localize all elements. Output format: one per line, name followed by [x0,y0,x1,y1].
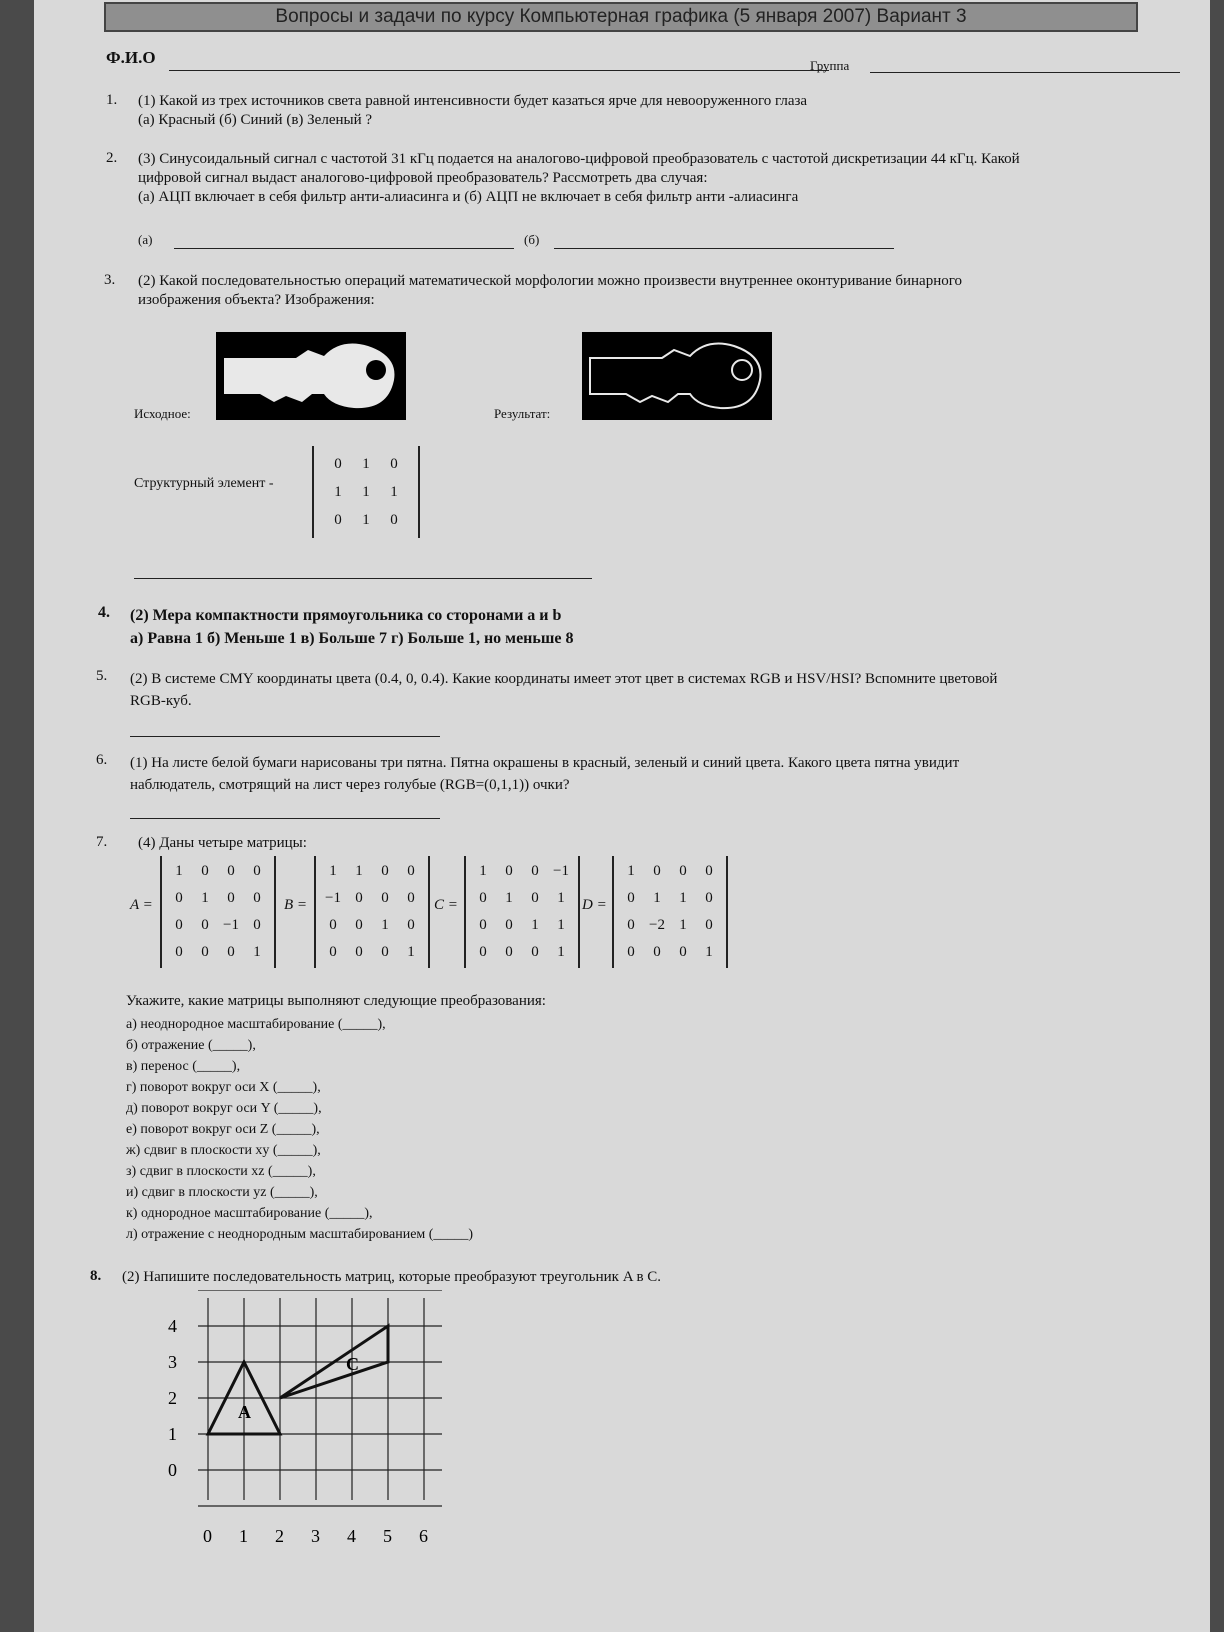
matrix-cell: 0 [253,917,261,933]
matrix-cell: 0 [679,944,687,960]
triangle-a-label: A [238,1402,251,1422]
q4-line2: a) Равна 1 б) Меньше 1 в) Больше 7 г) Больше 1, но меньше 8 [130,630,574,647]
matrix-cell: 1 [253,944,261,960]
matrix-cell: 1 [479,863,487,879]
matrix-cell: −1 [223,917,239,933]
exam-sheet [34,0,1210,1632]
matrix-cell: 0 [253,863,261,879]
y-tick-label: 0 [168,1460,177,1480]
q8-number: 8. [90,1268,102,1284]
key-result-image [582,332,772,420]
q4-text [130,604,573,650]
matrix-cell: 1 [505,890,513,906]
matrix-3 [464,856,580,968]
group-field[interactable] [870,72,1180,73]
x-tick-label: 6 [419,1526,428,1546]
matrix-cell: 0 [479,890,487,906]
transform-option[interactable]: д) поворот вокруг оси Y (_____), [126,1101,322,1116]
x-tick-label: 2 [275,1526,284,1546]
y-tick-label: 2 [168,1388,177,1408]
x-tick-label: 4 [347,1526,356,1546]
matrix-cell: 0 [531,863,539,879]
matrix-cell: 1 [390,483,398,500]
q2-line3: (а) АЦП включает в себя фильтр анти-алиасинга и (б) АЦП не включает в себя фильтр анти -алиасинга [138,189,799,205]
q5-line2: RGB-куб. [130,693,192,709]
matrix-cell: 1 [407,944,415,960]
transform-option[interactable]: л) отражение с неоднородным масштабированием (_____) [126,1227,474,1242]
matrix-cell: 1 [557,917,565,933]
q5-line1: (2) В системе CMY координаты цвета (0.4, 0, 0.4). Какие координаты имеет этот цвет в системах RGB и HSV/HSI? Вспомните цветовой [130,671,998,687]
x-tick-label: 1 [239,1526,248,1546]
matrix-cell: 1 [362,455,370,472]
matrix-cell: 0 [355,890,363,906]
matrix-cell: −1 [553,863,569,879]
matrix-cell: 0 [201,917,209,933]
transform-option[interactable]: б) отражение (_____), [126,1038,256,1053]
transform-option[interactable]: к) однородное масштабирование (_____), [126,1206,373,1221]
matrix-label: C = [434,897,458,913]
matrix-cell: 1 [362,511,370,528]
matrix-cell: 0 [227,890,235,906]
struct-element-matrix [312,446,420,538]
matrix-cell: 0 [329,944,337,960]
group-label: Группа [810,58,850,73]
matrix-cell: 0 [390,511,398,528]
matrix-cell: 1 [381,917,389,933]
y-tick-label: 1 [168,1424,177,1444]
matrix-cell: 0 [381,944,389,960]
matrix-cell: 0 [407,863,415,879]
matrix-cell: 0 [381,863,389,879]
fio-field[interactable] [169,70,829,71]
matrix-cell: 1 [679,890,687,906]
q2-text [138,150,1178,207]
matrix-cell: 0 [227,944,235,960]
y-tick-label: 3 [168,1352,177,1372]
matrix-cell: 1 [175,863,183,879]
matrix-cell: 0 [407,890,415,906]
matrix-cell: −2 [649,917,665,933]
q6-text [130,752,1180,796]
matrix-cell: 0 [175,944,183,960]
q3-number: 3. [104,272,116,288]
q4-number: 4. [98,604,110,621]
matrix-cell: 1 [653,890,661,906]
matrix-cell: 1 [705,944,713,960]
matrix-cell: 0 [407,917,415,933]
key-source-image [216,332,406,420]
triangle-c-label: C [346,1354,359,1374]
transform-option[interactable]: в) перенос (_____), [126,1059,241,1074]
q2-line1: (3) Синусоидальный сигнал с частотой 31 кГц подается на аналогово-цифровой преобразователь с частотой дискретизации 44 кГц. Какой [138,151,1020,167]
matrix-cell: 0 [531,890,539,906]
triangle-grid-plot [154,1290,484,1560]
matrix-cell: 0 [505,944,513,960]
matrix-cell: 0 [355,944,363,960]
matrix-cell: 1 [329,863,337,879]
matrix-cell: 1 [355,863,363,879]
matrix-cell: 0 [479,944,487,960]
matrix-cell: 0 [201,863,209,879]
q5-text [130,668,1180,712]
matrix-cell: 0 [653,944,661,960]
matrix-cell: 0 [627,944,635,960]
matrix-cell: 1 [679,917,687,933]
q3-line1: (2) Какой последовательностью операций математической морфологии можно произвести внутреннее оконтуривание бинарного [138,273,963,289]
matrix-cell: 0 [227,863,235,879]
matrix-cell: 1 [334,483,342,500]
matrix-cell: 0 [253,890,261,906]
matrix-label: A = [130,897,153,913]
matrix-cell: 0 [505,917,513,933]
transform-option[interactable]: з) сдвиг в плоскости xz (_____), [126,1164,316,1179]
matrix-cell: 0 [381,890,389,906]
q3-answer[interactable] [134,578,592,579]
matrix-cell: 0 [531,944,539,960]
matrix-cell: 0 [627,890,635,906]
q3-result-label: Результат: [494,406,551,421]
q2-b-label: (б) [524,232,540,247]
matrix-label: D = [582,897,607,913]
matrix-cell: 0 [175,890,183,906]
q1-line1: (1) Какой из трех источников света равной интенсивности будет казаться ярче для невооруженного глаза [138,93,808,109]
q7-prompt: Укажите, какие матрицы выполняют следующие преобразования: [126,993,546,1009]
q7-options [126,1014,473,1245]
matrix-cell: 0 [627,917,635,933]
matrix-cell: 0 [201,944,209,960]
q7-number: 7. [96,834,108,850]
q8-text: (2) Напишите последовательность матриц, которые преобразуют треугольник A в C. [122,1269,662,1285]
x-tick-label: 5 [383,1526,392,1546]
fio-label: Ф.И.О [106,48,156,67]
matrix-cell: 1 [557,890,565,906]
q2-line2: цифровой сигнал выдаст аналогово-цифровой преобразователь? Рассмотреть два случая: [138,170,708,186]
q1-line2: (а) Красный (б) Синий (в) Зеленый ? [138,112,373,128]
q6-number: 6. [96,752,108,768]
transform-option[interactable]: ж) сдвиг в плоскости xy (_____), [126,1143,321,1158]
q1-number: 1. [106,92,118,108]
q5-number: 5. [96,668,108,684]
q3-struct-label: Структурный элемент - [134,476,274,491]
matrix-cell: 0 [390,455,398,472]
q6-line2: наблюдатель, смотрящий на лист через голубые (RGB=(0,1,1)) очки? [130,777,570,793]
matrix-cell: 1 [531,917,539,933]
q2-a-label: (а) [138,232,153,247]
matrix-cell: 0 [653,863,661,879]
transform-option[interactable]: и) сдвиг в плоскости yz (_____), [126,1185,318,1200]
matrix-cell: 0 [679,863,687,879]
matrix-cell: 0 [705,890,713,906]
y-tick-label: 4 [168,1316,177,1336]
q5-answer[interactable] [130,736,440,737]
q2-b-answer[interactable] [554,248,894,249]
q3-line2: изображения объекта? Изображения: [138,292,375,308]
q6-answer[interactable] [130,818,440,819]
x-tick-label: 3 [311,1526,320,1546]
matrix-cell: 1 [362,483,370,500]
q2-a-answer[interactable] [174,248,514,249]
matrix-1 [160,856,276,968]
matrix-cell: 0 [705,917,713,933]
transform-option[interactable]: а) неоднородное масштабирование (_____), [126,1017,386,1032]
q7-intro: (4) Даны четыре матрицы: [138,835,307,851]
matrix-cell: 0 [334,511,342,528]
q1-text [138,92,1168,130]
matrix-cell: −1 [325,890,341,906]
matrix-cell: 0 [479,917,487,933]
q3-text [138,272,1178,310]
matrix-2 [314,856,430,968]
q4-line1: (2) Мера компактности прямоугольника со сторонами a и b [130,607,562,624]
page-title: Вопросы и задачи по курсу Компьютерная графика (5 января 2007) Вариант 3 [104,2,1138,32]
matrix-cell: 0 [334,455,342,472]
q3-source-label: Исходное: [134,406,191,421]
matrix-cell: 1 [627,863,635,879]
matrix-cell: 1 [557,944,565,960]
q6-line1: (1) На листе белой бумаги нарисованы три пятна. Пятна окрашены в красный, зеленый и синий цвета. Какого цвета пятна увидит [130,755,960,771]
q2-number: 2. [106,150,118,166]
transform-option[interactable]: е) поворот вокруг оси Z (_____), [126,1122,320,1137]
matrix-4 [612,856,728,968]
matrix-cell: 0 [329,917,337,933]
matrix-cell: 0 [355,917,363,933]
matrix-cell: 0 [705,863,713,879]
x-tick-label: 0 [203,1526,212,1546]
transform-option[interactable]: г) поворот вокруг оси X (_____), [126,1080,321,1095]
matrix-label: B = [284,897,308,913]
matrix-cell: 0 [505,863,513,879]
matrix-cell: 0 [175,917,183,933]
matrix-cell: 1 [201,890,209,906]
